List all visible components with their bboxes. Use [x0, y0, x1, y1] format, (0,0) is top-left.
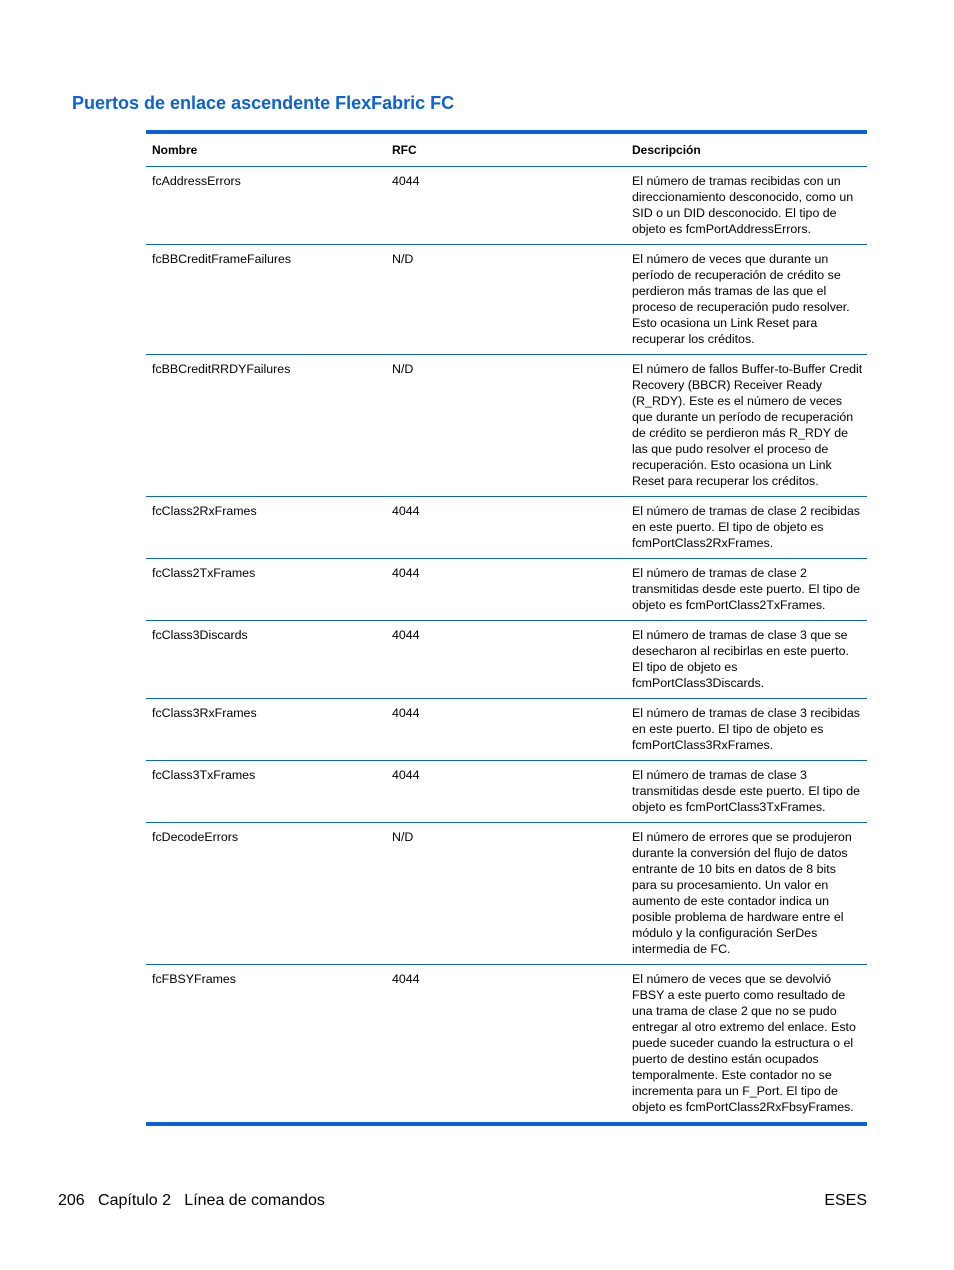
cell-rfc: 4044 [386, 621, 626, 699]
cell-description: El número de tramas de clase 3 transmitidas desde este puerto. El tipo de objeto es fcmPortClass3TxFrames. [626, 761, 867, 823]
cell-name: fcClass2RxFrames [146, 497, 386, 559]
table-row [146, 245, 867, 355]
cell-rfc: 4044 [386, 761, 626, 823]
table-header-row [146, 134, 867, 167]
cell-name: fcDecodeErrors [146, 823, 386, 965]
table-row [146, 559, 867, 621]
cell-name: fcClass3Discards [146, 621, 386, 699]
cell-rfc: 4044 [386, 699, 626, 761]
table-row [146, 823, 867, 965]
cell-name: fcBBCreditFrameFailures [146, 245, 386, 355]
footer-page-info: 206 Capítulo 2 Línea de comandos [58, 1192, 325, 1209]
cell-name: fcClass2TxFrames [146, 559, 386, 621]
cell-description: El número de tramas recibidas con un direccionamiento desconocido, como un SID o un DID desconocido. El tipo de objeto es fcmPortAddressErrors. [626, 167, 867, 245]
cell-rfc: 4044 [386, 497, 626, 559]
cell-rfc: 4044 [386, 559, 626, 621]
table-row [146, 699, 867, 761]
cell-description: El número de tramas de clase 3 que se desecharon al recibirlas en este puerto. El tipo de objeto es fcmPortClass3Discards. [626, 621, 867, 699]
table-row [146, 167, 867, 245]
cell-rfc: 4044 [392, 972, 420, 986]
table-row [146, 355, 867, 497]
table-row [146, 761, 867, 823]
cell-name: fcAddressErrors [146, 167, 386, 245]
cell-rfc: N/D [386, 245, 626, 355]
cell-rfc: N/D [386, 355, 626, 497]
cell-description: El número de fallos Buffer-to-Buffer Credit Recovery (BBCR) Receiver Ready (R_RDY). Este es el número de veces que durante un período de recuperación de crédito se perdieron más R_RDY de las que pudo resolver el proceso de recuperación. Esto ocasiona un Link Reset para recuperar los créditos. [626, 355, 867, 497]
header-descripcion: Descripción [626, 134, 867, 167]
cell-name: fcFBSYFrames [152, 972, 236, 986]
cell-description: El número de tramas de clase 2 recibidas en este puerto. El tipo de objeto es fcmPortClass2RxFrames. [626, 497, 867, 559]
table-row [146, 497, 867, 559]
footer-locale: ESES [824, 1192, 867, 1209]
cell-description: El número de tramas de clase 3 recibidas en este puerto. El tipo de objeto es fcmPortClass3RxFrames. [626, 699, 867, 761]
cell-description: El número de tramas de clase 2 transmitidas desde este puerto. El tipo de objeto es fcmPortClass2TxFrames. [626, 559, 867, 621]
cell-name: fcBBCreditRRDYFailures [146, 355, 386, 497]
cell-description: El número de veces que se devolvió FBSY a este puerto como resultado de una trama de clase 2 que no se pudo entregar al otro extremo del enlace. Esto puede suceder cuando la estructura o el puerto de destino están ocupados temporalmente. Este contador no se incrementa para un F_Port. El tipo de objeto es fcmPortClass2RxFbsyFrames. [632, 972, 856, 1114]
counters-table [146, 130, 867, 1126]
table-row [146, 621, 867, 699]
header-nombre: Nombre [146, 134, 386, 167]
page-title: Puertos de enlace ascendente FlexFabric FC [72, 93, 455, 113]
cell-rfc: N/D [386, 823, 626, 965]
cell-name: fcClass3TxFrames [146, 761, 386, 823]
header-rfc: RFC [386, 134, 626, 167]
table-row [146, 965, 867, 1123]
cell-description: El número de errores que se produjeron durante la conversión del flujo de datos entrante de 10 bits en datos de 8 bits para su procesamiento. Un valor en aumento de este contador indica un posible problema de hardware entre el módulo y la configuración SerDes intermedia de FC. [626, 823, 867, 965]
cell-rfc: 4044 [386, 167, 626, 245]
cell-description: El número de veces que durante un período de recuperación de crédito se perdieron más tramas de las que el proceso de recuperación pudo resolver. Esto ocasiona un Link Reset para recuperar los créditos. [626, 245, 867, 355]
cell-name: fcClass3RxFrames [146, 699, 386, 761]
